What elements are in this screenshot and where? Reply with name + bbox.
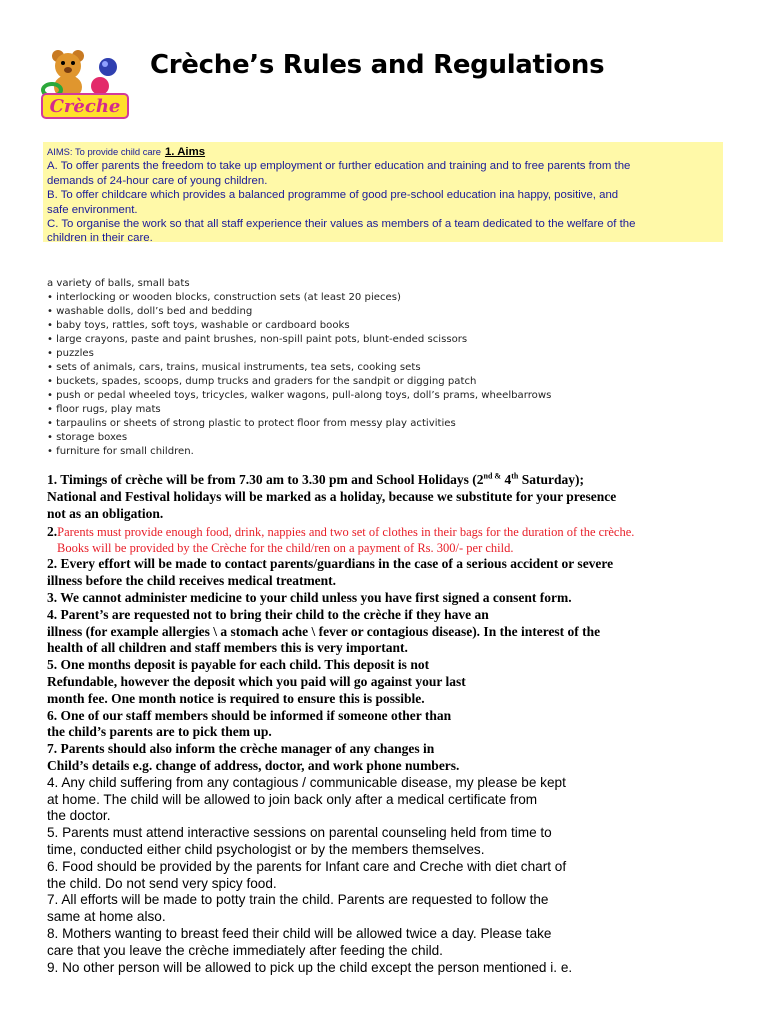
rule-red bbox=[47, 524, 747, 540]
equipment-item: • storage boxes bbox=[47, 432, 128, 443]
equipment-item: a variety of balls, small bats bbox=[47, 278, 190, 289]
logo-lettering: Crèche bbox=[49, 96, 121, 117]
aims-line: B. To offer childcare which provides a balanced programme of good pre-school education ina happy, positive, and bbox=[47, 189, 619, 202]
rule-line: 6. Food should be provided by the parents for Infant care and Creche with diet chart of bbox=[47, 858, 567, 874]
teddy-bear-icon bbox=[38, 42, 130, 120]
aims-line: A. To offer parents the freedom to take up employment or further education and training and to free parents from the bbox=[47, 160, 631, 173]
rule-line: not as an obligation. bbox=[47, 505, 164, 521]
rule-number: 2. bbox=[47, 524, 58, 540]
rule-line: 3. We cannot administer medicine to your child unless you have first signed a consent form. bbox=[47, 589, 572, 605]
equipment-list bbox=[47, 277, 737, 459]
aims-header bbox=[47, 145, 719, 159]
rule-line: 2. Every effort will be made to contact parents/guardians in the case of a serious accident or severe bbox=[47, 556, 614, 572]
creche-logo bbox=[38, 42, 130, 120]
timings-text: Saturday); bbox=[518, 472, 584, 487]
page-title: Crèche’s Rules and Regulations bbox=[150, 50, 605, 80]
equipment-item: • push or pedal wheeled toys, tricycles, walker wagons, pull-along toys, doll’s prams, wheelbarrows bbox=[47, 390, 552, 401]
rule-line: Child’s details e.g. change of address, doctor, and work phone numbers. bbox=[47, 757, 460, 773]
timings-rule bbox=[47, 472, 747, 489]
rule-line: 5. Parents must attend interactive sessions on parental counseling held from time to bbox=[47, 825, 552, 841]
equipment-item: • interlocking or wooden blocks, construction sets (at least 20 pieces) bbox=[47, 292, 401, 303]
equipment-item: • buckets, spades, scoops, dump trucks and graders for the sandpit or digging patch bbox=[47, 376, 477, 387]
equipment-item: • tarpaulins or sheets of strong plastic to protect floor from messy play activities bbox=[47, 418, 456, 429]
rule-line: 6. One of our staff members should be informed if someone other than bbox=[47, 707, 452, 723]
ordinal-suffix: nd & bbox=[483, 471, 502, 481]
rule-red-text: Parents must provide enough food, drink, nappies and two set of clothes in their bags for the duration of the crèche. bbox=[57, 525, 635, 540]
aims-box bbox=[43, 142, 723, 245]
rule-line: 7. All efforts will be made to potty train the child. Parents are requested to follow the bbox=[47, 892, 549, 908]
rule-line: health of all children and staff members this is very important. bbox=[47, 640, 408, 656]
equipment-item: • puzzles bbox=[47, 348, 94, 359]
rule-line: 4. Any child suffering from any contagious / communicable disease, my please be kept bbox=[47, 774, 566, 790]
rules-section bbox=[47, 472, 747, 976]
rule-line: National and Festival holidays will be marked as a holiday, because we substitute for your presence bbox=[47, 488, 617, 504]
rule-line: month fee. One month notice is required to ensure this is possible. bbox=[47, 690, 425, 706]
rule-line: the doctor. bbox=[47, 808, 111, 824]
equipment-item: • baby toys, rattles, soft toys, washable or cardboard books bbox=[47, 320, 350, 331]
rule-line: at home. The child will be allowed to join back only after a medical certificate from bbox=[47, 791, 538, 807]
timings-text: 4 bbox=[501, 472, 512, 487]
rule-line: illness before the child receives medical treatment. bbox=[47, 573, 337, 589]
rule-line: the child’s parents are to pick them up. bbox=[47, 724, 272, 740]
aims-line: C. To organise the work so that all staff experience their values as members of a team dedicated to the welfare of the bbox=[47, 218, 636, 231]
rule-line: time, conducted either child psychologist or by the members themselves. bbox=[47, 841, 485, 857]
rule-line: 9. No other person will be allowed to pick up the child except the person mentioned i. e. bbox=[47, 959, 573, 975]
rule-red-text: Books will be provided by the Crèche for the child/ren on a payment of Rs. 300/- per child. bbox=[57, 541, 514, 556]
rule-line: 5. One months deposit is payable for each child. This deposit is not bbox=[47, 657, 430, 673]
rule-line: 8. Mothers wanting to breast feed their child will be allowed twice a day. Please take bbox=[47, 925, 552, 941]
rule-line: 4. Parent’s are requested not to bring their child to the crèche if they have an bbox=[47, 606, 489, 622]
aims-line: demands of 24-hour care of young children. bbox=[47, 174, 268, 187]
rule-line: 7. Parents should also inform the crèche manager of any changes in bbox=[47, 741, 435, 757]
aims-line: children in their care. bbox=[47, 232, 153, 245]
rule-line: same at home also. bbox=[47, 909, 166, 925]
rule-line: Refundable, however the deposit which you paid will go against your last bbox=[47, 673, 466, 689]
rule-line: care that you leave the crèche immediately after feeding the child. bbox=[47, 942, 443, 958]
aims-section-title: 1. Aims bbox=[164, 146, 206, 158]
aims-line: safe environment. bbox=[47, 203, 138, 216]
timings-text: 1. Timings of crèche will be from 7.30 am to 3.30 pm and School Holidays (2 bbox=[47, 472, 484, 487]
equipment-item: • large crayons, paste and paint brushes, non-spill paint pots, blunt-ended scissors bbox=[47, 334, 468, 345]
ordinal-suffix: th bbox=[511, 471, 519, 481]
equipment-item: • sets of animals, cars, trains, musical instruments, tea sets, cooking sets bbox=[47, 362, 421, 373]
equipment-item: • washable dolls, doll’s bed and bedding bbox=[47, 306, 253, 317]
equipment-item: • floor rugs, play mats bbox=[47, 404, 161, 415]
equipment-item: • furniture for small children. bbox=[47, 446, 194, 457]
rule-line: the child. Do not send very spicy food. bbox=[47, 875, 277, 891]
rule-line: illness (for example allergies \ a stomach ache \ fever or contagious disease). In the interest of the bbox=[47, 623, 601, 639]
aims-label: AIMS: To provide child care bbox=[47, 146, 161, 157]
